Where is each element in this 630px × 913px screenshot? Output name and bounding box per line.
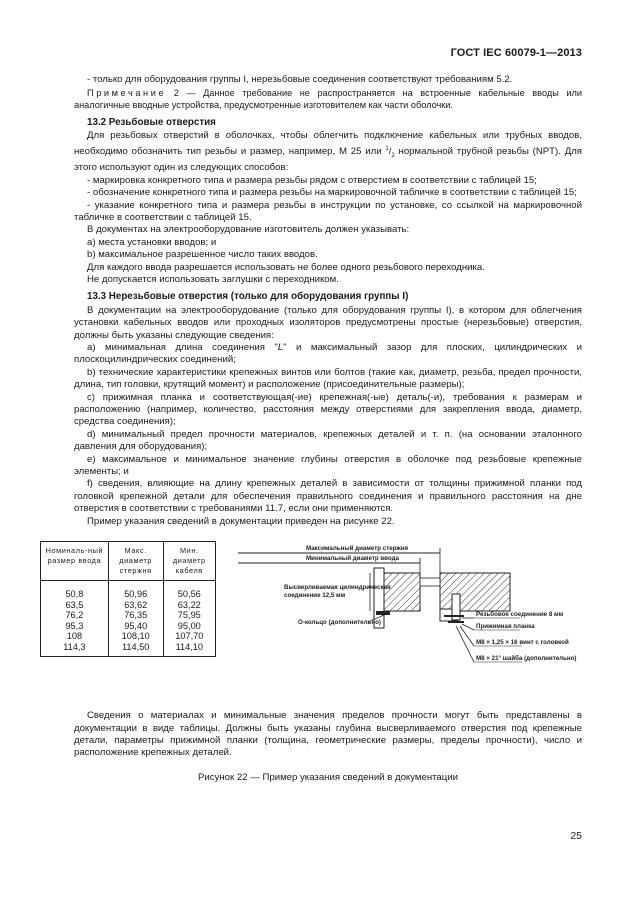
label-bore-1: Высверливаемая цилиндрическая <box>284 584 391 592</box>
text-run: нормальной трубной резьбы (NPT). Для этого используют один из следующих способов: <box>74 146 582 174</box>
page-content <box>45 74 583 784</box>
paragraph: Пример указания сведений в документации приведен на рисунке 22. <box>87 515 395 527</box>
table-cell: 114,10 <box>163 642 215 656</box>
list-item: f) сведения, влияющие на длину крепежных деталей в зависимости от толщины прижимной планки под головкой крепежной детали для обеспечения правильного соединения и правильного расстояния на дне отверстия в соответствии с требованиями 11.7, если они применяются. <box>74 478 582 515</box>
label-o-ring: О-кольцо (дополнительно) <box>298 619 381 627</box>
paragraph: - только для оборудования группы I, нерезьбовые соединения соответствуют требованиям 5.2. <box>87 74 513 85</box>
paragraph: - указание конкретного типа и размера резьбы в инструкции по установке, со ссылкой на маркировочной табличке в соответствии с таблицей 15. <box>74 199 582 223</box>
list-item: b) максимальное разрешенное число таких вводов. <box>87 249 318 261</box>
table-cell: 114,3 <box>63 642 86 653</box>
table-cell: 107,70 <box>163 631 215 642</box>
table-row <box>41 631 216 642</box>
fraction-denominator: 2 <box>391 152 395 159</box>
figure-caption: Рисунок 22 — Пример указания сведений в документации <box>198 771 458 783</box>
table-cell: 95,40 <box>108 621 163 632</box>
list-item <box>74 342 582 367</box>
table-cell: 50,56 <box>163 581 215 600</box>
text-run: " и максимальный зазор для плоских, цилиндрических и плоскоцилиндрических соединений; <box>74 342 583 366</box>
label-clamp: Прижимная планка <box>476 623 535 631</box>
table-cell: 114,50 <box>108 642 163 656</box>
column-header: Макс. диаметр стержня <box>108 542 163 581</box>
list-item: b) технические характеристики крепежных винтов или болтов (такие как, диаметр, резьба, предел прочности, длина, тип головки, крутящий момент) и расположение (присоединительные размеры); <box>74 366 582 391</box>
table-cell: 95,3 <box>65 620 84 631</box>
list-item: c) прижимная планка и соответствующая(-ие) крепежная(-ые) деталь(-и), требования к размерам и расположению (например, количество, расстояния между отверстиями для закрепления ввода, диаметр, средства соединения); <box>74 391 582 428</box>
table-cell: 50,8 <box>65 589 84 600</box>
label-threaded: Резьбовое соединение 8 мм <box>476 611 564 619</box>
column-header: Мин. диаметр кабеля <box>163 542 215 581</box>
table-cell: 63,5 <box>65 599 84 610</box>
paragraph: - маркировка конкретного типа и размера резьбы рядом с отверстием в соответствии с таблицей 15; <box>87 174 537 186</box>
entry-drawing <box>224 536 577 696</box>
table-cell: 63,62 <box>108 600 163 611</box>
text-run: a) минимальная длина соединения " <box>87 342 278 353</box>
paragraph: Не допускается использовать заглушки с переходником. <box>87 273 339 285</box>
table-header-row <box>41 542 216 581</box>
section-heading-13-2: 13.2 Резьбовые отверстия <box>87 117 216 128</box>
paragraph: Сведения о материалах и минимальные значения пределов прочности могут быть представлены в документации в виде таблицы. Должны быть указаны глубина высверливаемого отверстия под крепежные детали, параметры прижимной планки (толщина, геометрические размеры, пределы прочности), число и расположение крепежных деталей. <box>74 710 582 759</box>
o-ring-shape <box>376 611 390 615</box>
enclosure-right <box>440 573 510 611</box>
list-item: a) места установки вводов; и <box>87 236 217 248</box>
paragraph: Для каждого ввода разрешается использовать не более одного резьбового переходника. <box>87 261 485 273</box>
note-label: Примечание <box>87 88 167 99</box>
label-bolt: M8 × 1,25 × 16 винт с головкой <box>476 639 569 647</box>
section-heading-13-3: 13.3 Нерезьбовые отверстия (только для оборудования группы I) <box>87 291 409 303</box>
table-cell: 108,10 <box>108 631 163 642</box>
note <box>74 88 582 112</box>
table-row <box>41 581 216 600</box>
page-number: 25 <box>570 830 582 842</box>
label-min-entry: Минимальный диаметр ввода <box>306 555 399 563</box>
italic-symbol: L <box>277 342 284 353</box>
table-row <box>41 642 216 656</box>
dimensions-table <box>40 541 216 657</box>
column-header: Номиналь-ный размер ввода <box>41 542 109 581</box>
table-cell: 95,00 <box>163 621 215 632</box>
paragraph: Для резьбовых отверстий в оболочках, чтобы облегчить подключение кабельных или трубных вводов, необходимо обозначить тип резьбы и размер, например, M 25 или $^1/_2$ нормальной трубной резьбы (NPT). Для этого используют один из следующих способов: <box>74 130 582 174</box>
table-row <box>41 600 216 611</box>
label-max-rod: Максимальный диаметр стержня <box>306 545 409 553</box>
list-item: d) минимальный предел прочности материалов, крепежных деталей и т. п. (на основании эталонного давления для оборудования); <box>74 428 582 453</box>
text-run: Для резьбовых отверстий в оболочках, чтобы облегчить подключение кабельных или трубных вводов, необходимо обозначить тип резьбы и размер, например, M 25 или <box>74 130 582 157</box>
table-cell: 50,96 <box>108 581 163 600</box>
list-item: e) максимальное и минимальное значение глубины отверстия в оболочке под резьбовые крепежные элементы; и <box>74 453 582 478</box>
table-row <box>41 610 216 621</box>
fraction-numerator: 1 <box>385 145 389 152</box>
paragraph: В документах на электрооборудование изготовитель должен указывать: <box>87 224 410 236</box>
table-cell: 76,35 <box>108 610 163 621</box>
paragraph: В документации на электрооборудование (только для оборудования группы I), в котором для облегчения установки кабельных вводов или проходных изоляторов предусмотрены простые (нерезьбовые) отверстия, должны быть указаны следующие сведения: <box>74 304 582 341</box>
note-text: 2 — Данное требование не распространяется на встроенные кабельные вводы или аналогичные вводные устройства, предусмотренные изготовителем как части оболочки. <box>74 88 582 111</box>
table-cell: 63,22 <box>163 600 215 611</box>
paragraph: - обозначение конкретного типа и размера резьбы на маркировочной табличке в соответствии с таблицей 15; <box>87 187 577 199</box>
table-cell: 76,2 <box>65 610 84 621</box>
table-row <box>41 621 216 632</box>
table-cell: 75,95 <box>163 610 215 621</box>
figure-22 <box>45 536 582 696</box>
label-bore-2: соединение 12,5 мм <box>284 592 346 600</box>
enclosure-left <box>384 573 420 611</box>
label-washer: M8 × 21° шайба (дополнительно) <box>476 655 577 663</box>
table-cell: 108 <box>66 631 83 642</box>
document-header: ГОСТ IEC 60079-1—2013 <box>450 47 582 59</box>
